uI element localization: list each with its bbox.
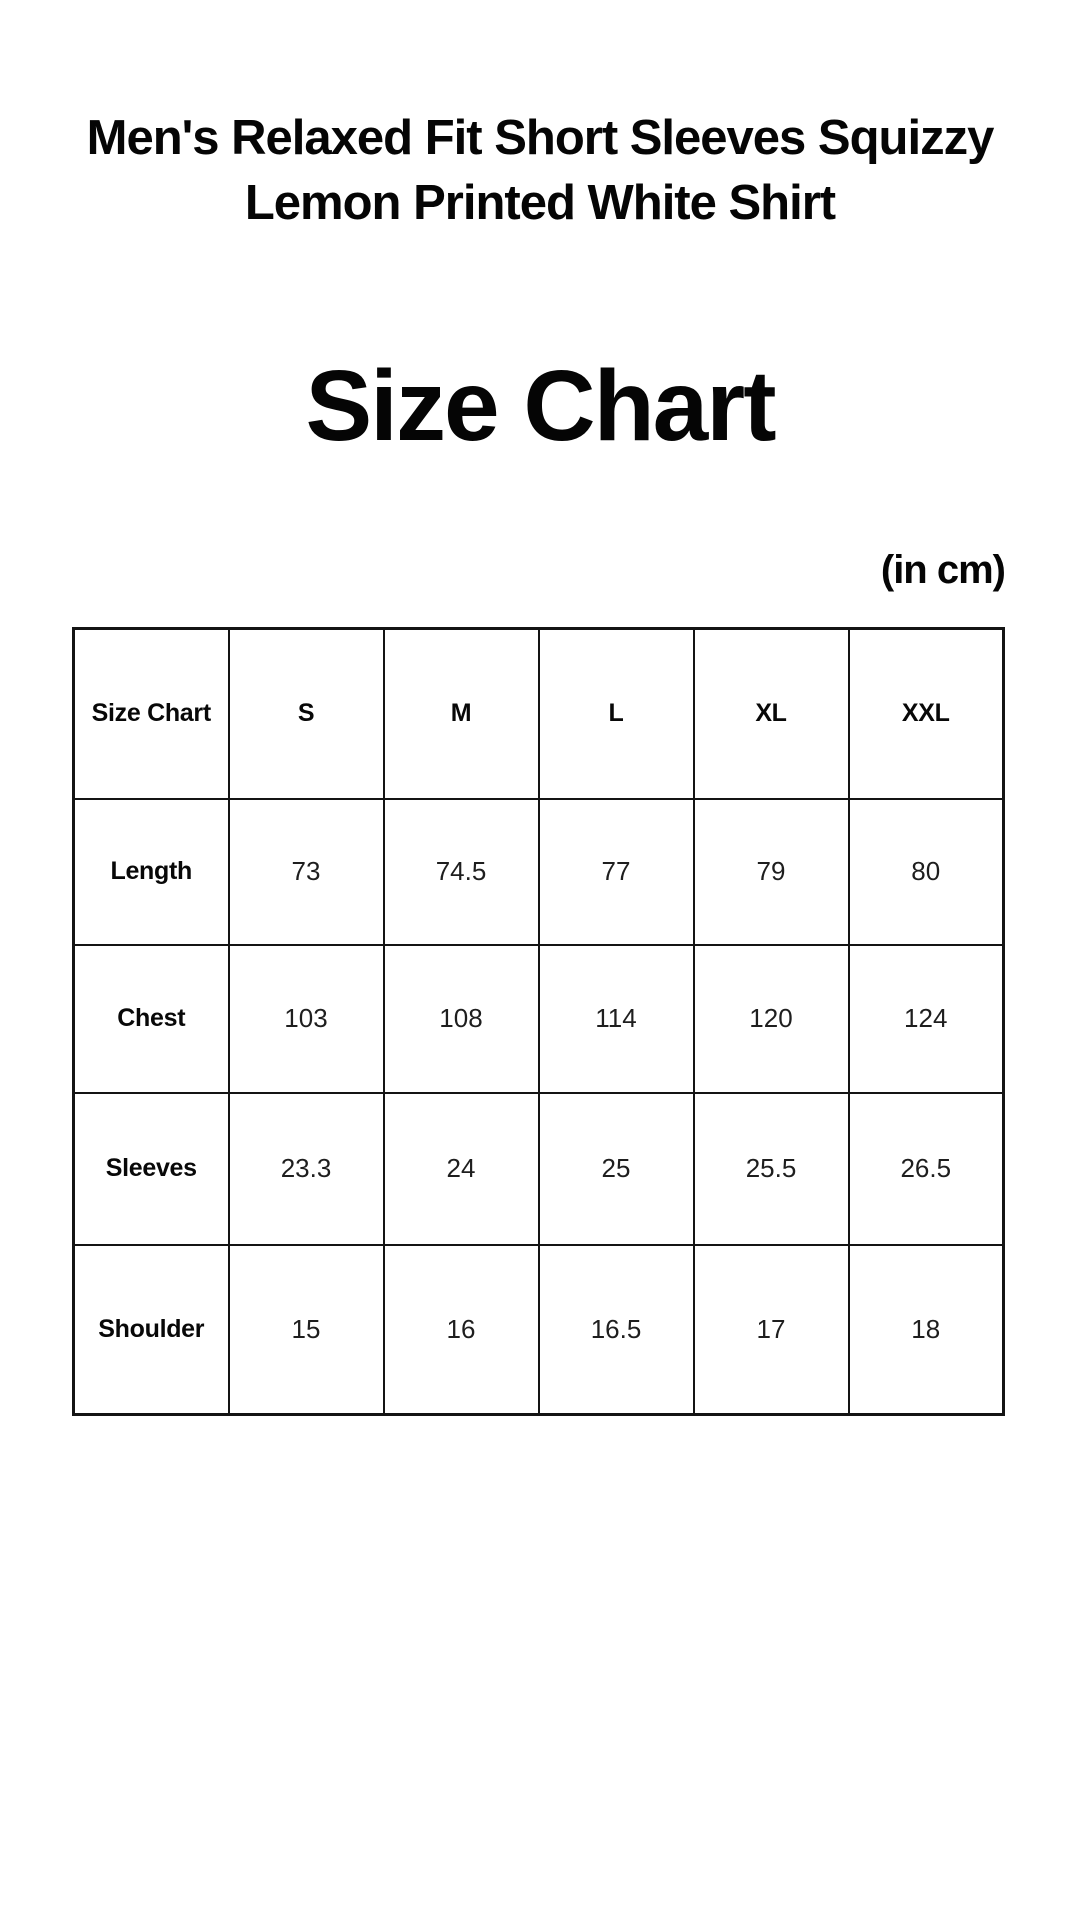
size-chart-table (72, 627, 1005, 1416)
size-chart-heading: Size Chart (305, 350, 775, 462)
chest-l-value: 114 (539, 945, 694, 1093)
col-header-xl: XL (694, 629, 849, 799)
col-header-l: L (539, 629, 694, 799)
table-row-shoulder (74, 1245, 1004, 1415)
table-row-sleeves (74, 1093, 1004, 1245)
sleeves-m-value: 24 (384, 1093, 539, 1245)
col-header-xxl: XXL (849, 629, 1004, 799)
length-xl-value: 79 (694, 799, 849, 945)
table-row-length (74, 799, 1004, 945)
row-label-length: Length (74, 799, 229, 945)
chest-xl-value: 120 (694, 945, 849, 1093)
row-label-sleeves: Sleeves (74, 1093, 229, 1245)
table-header-row (74, 629, 1004, 799)
chest-m-value: 108 (384, 945, 539, 1093)
sleeves-xl-value: 25.5 (694, 1093, 849, 1245)
shoulder-xxl-value: 18 (849, 1245, 1004, 1415)
table-row-chest (74, 945, 1004, 1093)
length-s-value: 73 (229, 799, 384, 945)
shoulder-xl-value: 17 (694, 1245, 849, 1415)
col-header-m: M (384, 629, 539, 799)
shoulder-m-value: 16 (384, 1245, 539, 1415)
length-xxl-value: 80 (849, 799, 1004, 945)
product-title-line1: Men's Relaxed Fit Short Sleeves Squizzy (86, 111, 994, 165)
unit-note: (in cm) (880, 548, 1005, 592)
chest-xxl-value: 124 (849, 945, 1004, 1093)
shoulder-l-value: 16.5 (539, 1245, 694, 1415)
shoulder-s-value: 15 (229, 1245, 384, 1415)
length-l-value: 77 (539, 799, 694, 945)
chest-s-value: 103 (229, 945, 384, 1093)
sleeves-xxl-value: 26.5 (849, 1093, 1004, 1245)
sleeves-s-value: 23.3 (229, 1093, 384, 1245)
col-header-size-chart: Size Chart (74, 629, 229, 799)
row-label-chest: Chest (74, 945, 229, 1093)
product-title-line2: Lemon Printed White Shirt (244, 176, 836, 230)
col-header-s: S (229, 629, 384, 799)
row-label-shoulder: Shoulder (74, 1245, 229, 1415)
product-title (0, 106, 1080, 236)
sleeves-l-value: 25 (539, 1093, 694, 1245)
length-m-value: 74.5 (384, 799, 539, 945)
